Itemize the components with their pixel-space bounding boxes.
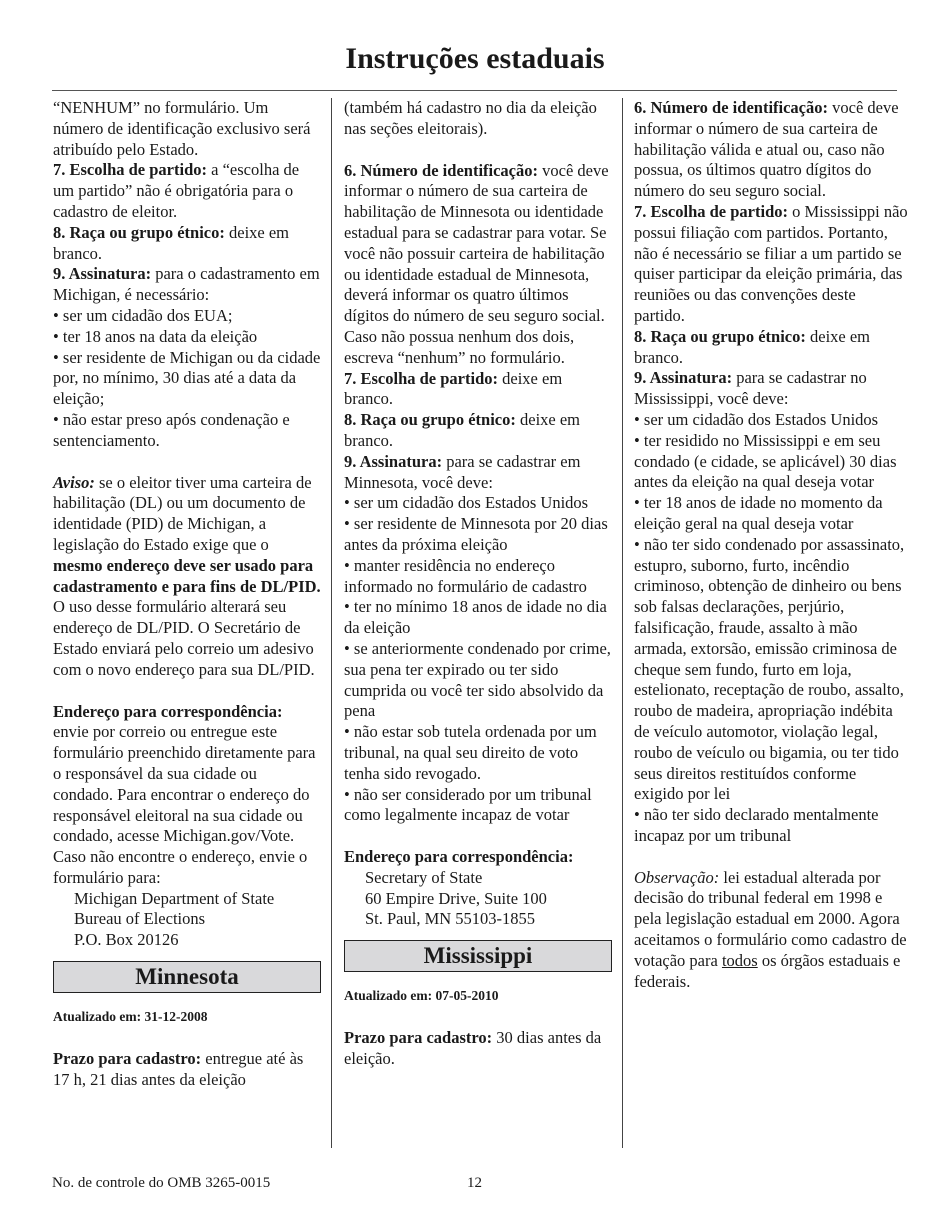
- column-michigan: [53, 98, 321, 1090]
- item-label: 7. Escolha de partido:: [53, 160, 208, 180]
- item-party: [53, 160, 321, 222]
- item-text: você deve informar o número de sua carteira de habilitação de Minnesota ou identidade estadual para se cadastrar para votar. Se você não possuir carteira de habilitação ou identidade estadual de Minnesota, deverá informar os quatro últimos dígitos do número de seu seguro social. Caso não possua nenhum dos dois, escreva “nenhum” no formulário.: [344, 160, 609, 367]
- address-line: Michigan Department of State: [74, 888, 275, 908]
- address-line: 60 Empire Drive, Suite 100: [365, 888, 547, 908]
- item-party: [344, 369, 612, 411]
- item-signature: [53, 264, 321, 306]
- paragraph: “NENHUM” no formulário. Um número de identificação exclusivo será atribuído pelo Estado.: [53, 98, 311, 159]
- item-label: 6. Número de identificação:: [634, 98, 828, 117]
- bullet-item: • ser residente de Minnesota por 20 dias antes da próxima eleição: [344, 514, 608, 554]
- notice-label: Aviso:: [53, 472, 95, 492]
- bullet-item: • ter no mínimo 18 anos de idade no dia da eleição: [344, 597, 607, 638]
- item-text: deixe em branco.: [53, 222, 290, 263]
- paragraph: (também há cadastro no dia da eleição nas seções eleitorais).: [344, 98, 597, 138]
- bullet-item: • ser um cidadão dos EUA;: [53, 305, 233, 325]
- item-text: deixe em branco.: [344, 410, 581, 450]
- address-line: Secretary of State: [365, 867, 483, 887]
- column-divider: [331, 98, 332, 1148]
- column-divider: [622, 98, 623, 1148]
- item-label: 9. Assinatura:: [53, 264, 152, 284]
- item-label: 8. Raça ou grupo étnico:: [344, 410, 516, 430]
- address-line: St. Paul, MN 55103-1855: [365, 909, 536, 929]
- bullet-item: • ser residente de Michigan ou da cidade por, no mínimo, 30 dias até a data da eleição;: [53, 347, 321, 409]
- item-label: 9. Assinatura:: [634, 368, 733, 388]
- item-label: 7. Escolha de partido:: [344, 368, 499, 388]
- item-text: para se cadastrar em Minnesota, você deve:: [344, 451, 581, 492]
- item-id-number: [634, 98, 909, 202]
- note-underline: todos: [721, 950, 758, 970]
- item-id-number: [344, 161, 612, 369]
- item-text: deixe em branco.: [634, 326, 871, 367]
- updated-date: Atualizado em: 07-05-2010: [344, 988, 499, 1004]
- bullet-item: • não ter sido declarado mentalmente incapaz por um tribunal: [634, 805, 879, 845]
- note-text: lei estadual alterada por decisão do tribunal federal em 1998 e pela legislação estadual em 2000. Agora aceitamos o formulário como cadastro de votação para: [634, 867, 907, 970]
- item-label: 7. Escolha de partido:: [634, 201, 789, 221]
- updated-date: Atualizado em: 31-12-2008: [53, 1009, 208, 1025]
- item-signature: [634, 368, 909, 410]
- column-minnesota: [344, 98, 612, 1070]
- bullet-item: • ter 18 anos na data da eleição: [53, 326, 258, 346]
- deadline-paragraph: [344, 1028, 612, 1070]
- bullet-item: • ter 18 anos de idade no momento da eleição geral na qual deseja votar: [634, 493, 883, 533]
- deadline-text: 30 dias antes da eleição.: [344, 1028, 602, 1068]
- omb-control-number: No. de controle do OMB 3265-0015: [52, 1175, 271, 1191]
- item-text: para se cadastrar no Mississippi, você deve:: [634, 368, 867, 409]
- item-label: 6. Número de identificação:: [344, 160, 538, 180]
- mail-label: Endereço para correspondência:: [53, 701, 283, 721]
- item-text: você deve informar o número de sua carteira de habilitação válida e atual ou, caso não possua, os últimos quatro dígitos do número do seu seguro social.: [634, 98, 899, 201]
- notice-bold: mesmo endereço deve ser usado para cadastramento e para fins de DL/PID.: [53, 555, 321, 596]
- page-title: Instruções estaduais: [345, 42, 605, 75]
- item-label: 8. Raça ou grupo étnico:: [634, 326, 806, 346]
- notice-paragraph: [53, 473, 321, 681]
- item-label: 8. Raça ou grupo étnico:: [53, 222, 225, 242]
- bullet-item: • não ser considerado por um tribunal como legalmente incapaz de votar: [344, 784, 592, 825]
- bullet-item: • não ter sido condenado por assassinato, estupro, suborno, furto, incêndio criminoso, obtenção de dinheiro ou bens sob falsas declarações, perjúrio, falsificação, fraude, assalto à mão armada, extorsão, emissão criminosa de cheque sem fundo, furto em loja, estelionato, receptação de roubo, assalto, roubo de madeira, apropriação indébita de veículo automotor, violação legal, roubo de veículo ou bigamia, ou ter tido seus direitos restituídos conforme exigido por lei: [634, 534, 905, 804]
- item-text: a “escolha de um partido” não é obrigatória para o cadastro de eleitor.: [53, 160, 300, 221]
- mail-label: Endereço para correspondência:: [344, 847, 574, 867]
- notice-text: se o eleitor tiver uma carteira de habilitação (DL) ou um documento de identidade (PID) de Michigan, a legislação do Estado exige que o: [53, 472, 312, 554]
- note-paragraph: [634, 868, 909, 993]
- column-mississippi: [634, 98, 909, 992]
- note-text: os órgãos estaduais e federais.: [634, 950, 901, 991]
- state-heading-minnesota: Minnesota: [53, 961, 321, 993]
- item-race: [53, 223, 321, 265]
- deadline-paragraph: [53, 1049, 321, 1091]
- item-party: [634, 202, 909, 327]
- address-line: P.O. Box 20126: [74, 930, 179, 950]
- item-race: [634, 327, 909, 369]
- item-label: 9. Assinatura:: [344, 451, 443, 471]
- bullet-item: • se anteriormente condenado por crime, sua pena ter expirado ou ter sido cumprida ou você ter sido absolvido da pena: [344, 638, 611, 721]
- title-divider: [52, 90, 897, 91]
- notice-text: O uso desse formulário alterará seu endereço de DL/PID. O Secretário de Estado enviará pelo correio um adesivo com o novo endereço para sua DL/PID.: [53, 597, 315, 679]
- bullet-item: • manter residência no endereço informado no formulário de cadastro: [344, 555, 587, 596]
- item-text: o Mississippi não possui filiação com partidos. Portanto, não é necessário se filiar a um partido se quiser participar da eleição primária, das reuniões ou das convenções deste partido.: [634, 201, 908, 325]
- state-heading-mississippi: Mississippi: [344, 940, 612, 972]
- deadline-label: Prazo para cadastro:: [53, 1048, 202, 1068]
- item-signature: [344, 452, 612, 494]
- address-line: Bureau of Elections: [74, 909, 206, 929]
- note-label: Observação:: [634, 867, 720, 887]
- deadline-text: entregue até às 17 h, 21 dias antes da eleição: [53, 1048, 304, 1089]
- bullet-item: • ter residido no Mississippi e em seu condado (e cidade, se aplicável) 30 dias antes da eleição na qual deseja votar: [634, 430, 897, 492]
- deadline-label: Prazo para cadastro:: [344, 1028, 493, 1048]
- item-text: deixe em branco.: [344, 368, 563, 409]
- mail-text: envie por correio ou entregue este formulário preenchido diretamente para o responsável da sua cidade ou condado. Para encontrar o endereço do responsável eleitoral na sua cidade ou condado, acesse Michigan.gov/Vote. Caso não encontre o endereço, envie o formulário para:: [53, 722, 316, 887]
- bullet-item: • ser um cidadão dos Estados Unidos: [634, 409, 879, 429]
- page-number: 12: [467, 1175, 482, 1191]
- mail-paragraph: [53, 702, 321, 889]
- item-text: para o cadastramento em Michigan, é necessário:: [53, 264, 320, 305]
- bullet-item: • não estar sob tutela ordenada por um tribunal, na qual seu direito de voto tenha sido revogado.: [344, 722, 597, 783]
- bullet-item: • ser um cidadão dos Estados Unidos: [344, 493, 589, 513]
- item-race: [344, 410, 612, 452]
- bullet-item: • não estar preso após condenação e sentenciamento.: [53, 409, 290, 450]
